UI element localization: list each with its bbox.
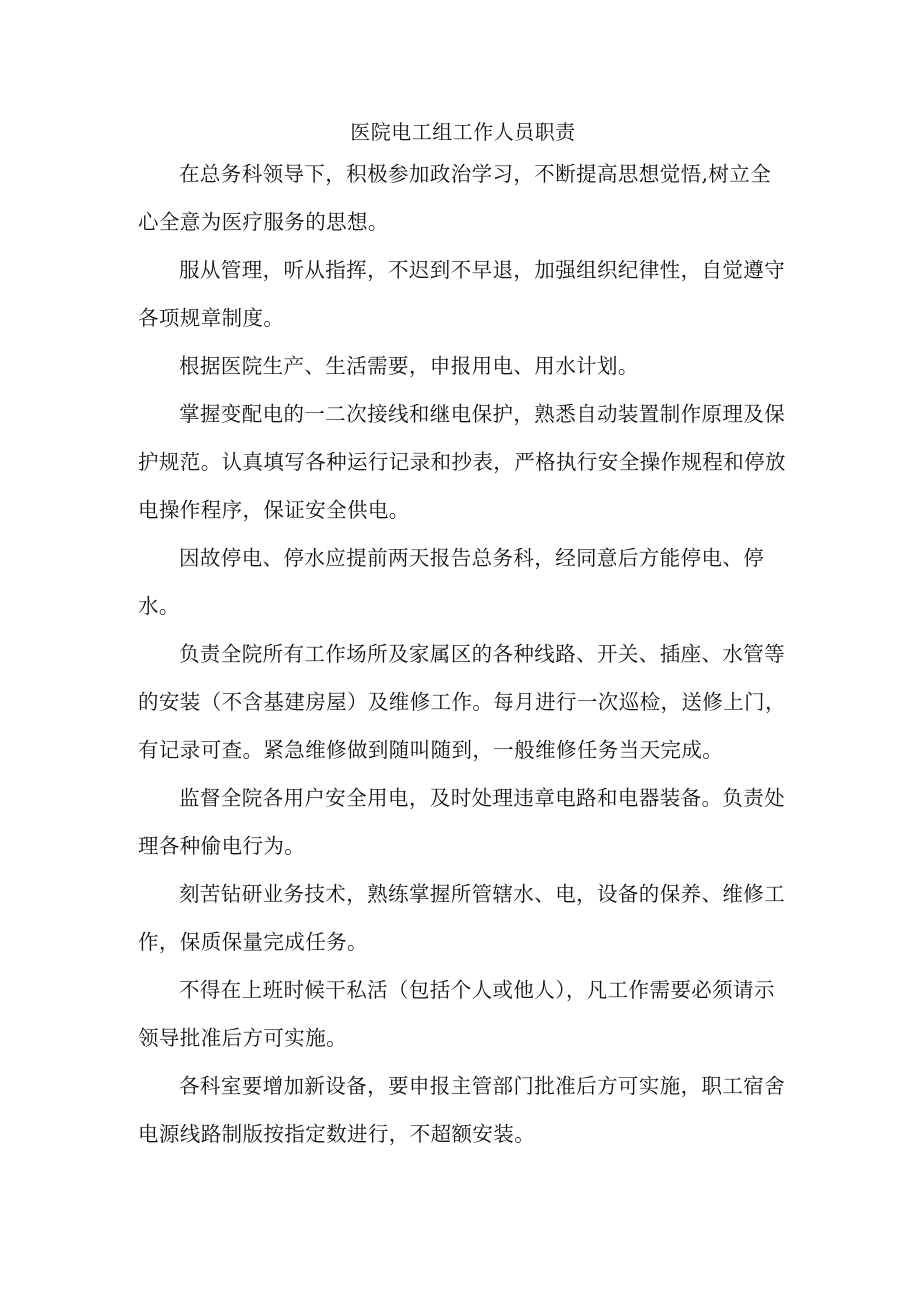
paragraph-6: 负责全院所有工作场所及家属区的各种线路、开关、插座、水管等的安装（不含基建房屋）及维修工作。每月进行一次巡检，送修上门，有记录可查。紧急维修做到随叫随到，一般维修任务当天完成。 bbox=[138, 642, 786, 762]
document-title: 医院电工组工作人员职责 bbox=[350, 120, 576, 144]
paragraph-9: 不得在上班时候干私活（包括个人或他人），凡工作需要必须请示领导批准后方可实施。 bbox=[138, 978, 775, 1050]
paragraph-2: 服从管理，听从指挥，不迟到不早退，加强组织纪律性，自觉遵守各项规章制度。 bbox=[138, 258, 786, 330]
document-page bbox=[138, 112, 788, 1158]
paragraph-8: 刻苦钻研业务技术，熟练掌握所管辖水、电，设备的保养、维修工作，保质保量完成任务。 bbox=[138, 882, 786, 954]
paragraph-10: 各科室要增加新设备，要申报主管部门批准后方可实施，职工宿舍电源线路制版按指定数进行，不超额安装。 bbox=[138, 1074, 786, 1146]
paragraph-5: 因故停电、停水应提前两天报告总务科，经同意后方能停电、停水。 bbox=[138, 546, 765, 618]
paragraph-7: 监督全院各用户安全用电，及时处理违章电路和电器装备。负责处理各种偷电行为。 bbox=[138, 786, 786, 858]
paragraph-4: 掌握变配电的一二次接线和继电保护，熟悉自动装置制作原理及保护规范。认真填写各种运行记录和抄表，严格执行安全操作规程和停放电操作程序，保证安全供电。 bbox=[138, 402, 786, 522]
paragraph-1: 在总务科领导下，积极参加政治学习，不断提高思想觉悟,树立全心全意为医疗服务的思想。 bbox=[138, 162, 772, 234]
paragraph-3: 根据医院生产、生活需要，申报用电、用水计划。 bbox=[179, 354, 639, 378]
